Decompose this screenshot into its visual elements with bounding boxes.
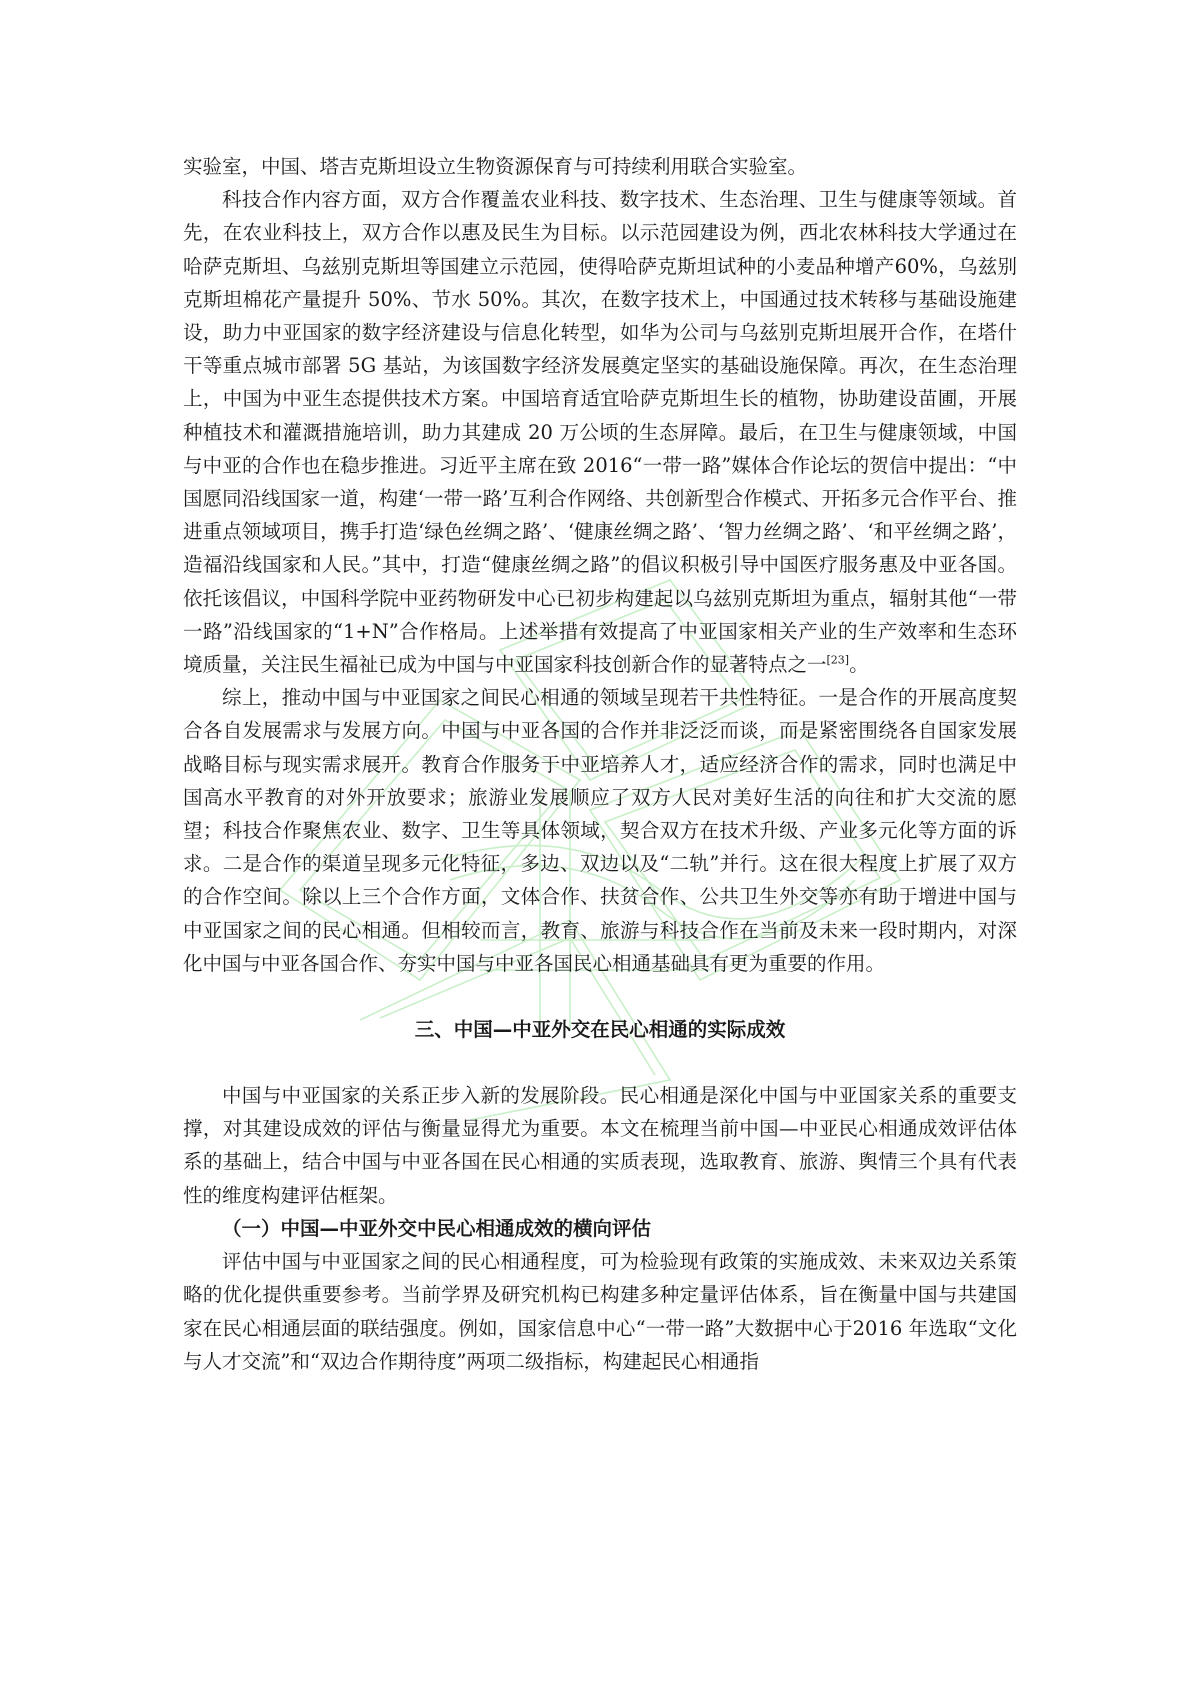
citation-ref: [23] [826, 653, 850, 667]
paragraph-lab-tail: 实验室，中国、塔吉克斯坦设立生物资源保育与可持续利用联合实验室。 [183, 155, 808, 178]
section-title: 三、中国—中亚外交在民心相通的实际成效 [414, 1018, 786, 1042]
paragraph-summary: 综上，推动中国与中亚国家之间民心相通的领域呈现若干共性特征。一是合作的开展高度契合各自发展需求与发展方向。中国与中亚各国的合作并非泛泛而谈，而是紧密围绕各自国家发展战略目标与现实需求展开。教育合作服务于中亚培养人才，适应经济合作的需求，同时也满足中国高水平教育的对外开放要求；旅游业发展顺应了双方人民对美好生活的向往和扩大交流的愿望；科技合作聚焦农业、数字、卫生等具体领域，契合双方在技术升级、产业多元化等方面的诉求。二是合作的渠道呈现多元化特征，多边、双边以及“二轨”并行。这在很大程度上扩展了双方的合作空间。除以上三个合作方面，文体合作、扶贫合作、公共卫生外交等亦有助于增进中国与中亚国家之间的民心相通。但相较而言，教育、旅游与科技合作在当前及未来一段时期内，对深化中国与中亚各国合作、夯实中国与中亚各国民心相通基础具有更为重要的作用。 [183, 686, 1017, 975]
paragraph-section-intro: 中国与中亚国家的关系正步入新的发展阶段。民心相通是深化中国与中亚国家关系的重要支撑，对其建设成效的评估与衡量显得尤为重要。本文在梳理当前中国—中亚民心相通成效评估体系的基础上，结合中国与中亚各国在民心相通的实质表现，选取教育、旅游、舆情三个具有代表性的维度构建评估框架。 [183, 1084, 1017, 1207]
document-page [183, 150, 1017, 1378]
subsection-title: （一）中国—中亚外交中民心相通成效的横向评估 [222, 1216, 652, 1240]
paragraph-scitech-text: 科技合作内容方面，双方合作覆盖农业科技、数字技术、生态治理、卫生与健康等领域。首先，在农业科技上，双方合作以惠及民生为目标。以示范园建设为例，西北农林科技大学通过在哈萨克斯坦、乌兹别克斯坦等国建立示范园，使得哈萨克斯坦试种的小麦品种增产60%，乌兹别克斯坦棉花产量提升 50%、节水 50%。其次，在数字技术上，中国通过技术转移与基础设施建设，助力中亚国家的数字经济建设与信息化转型，如华为公司与乌兹别克斯坦展开合作，在塔什干等重点城市部署 5G 基站，为该国数字经济发展奠定坚实的基础设施保障。再次，在生态治理上，中国为中亚生态提供技术方案。中国培育适宜哈萨克斯坦生长的植物，协助建设苗圃，开展种植技术和灌溉措施培训，助力其建成 20 万公顷的生态屏障。最后，在卫生与健康领域，中国与中亚的合作也在稳步推进。习近平主席在致 2016“一带一路”媒体合作论坛的贺信中提出：“中国愿同沿线国家一道，构建‘一带一路’互利合作网络、共创新型合作模式、开拓多元合作平台、推进重点领域项目，携手打造‘绿色丝绸之路’、‘健康丝绸之路’、‘智力丝绸之路’、‘和平丝绸之路’，造福沿线国家和人民。”其中，打造“健康丝绸之路”的倡议积极引导中国医疗服务惠及中亚各国。依托该倡议，中国科学院中亚药物研发中心已初步构建起以乌兹别克斯坦为重点，辐射其他“一带一路”沿线国家的“1+N”合作格局。上述举措有效提高了中亚国家相关产业的生产效率和生态环境质量，关注民生福祉已成为中国与中亚国家科技创新合作的显著特点之一 [183, 188, 1017, 677]
paragraph-evaluation: 评估中国与中亚国家之间的民心相通程度，可为检验现有政策的实施成效、未来双边关系策略的优化提供重要参考。当前学界及研究机构已构建多种定量评估体系，旨在衡量中国与共建国家在民心相通层面的联结强度。例如，国家信息中心“一带一路”大数据中心于2016 年选取“文化与人才交流”和“双边合作期待度”两项二级指标，构建起民心相通指 [183, 1250, 1017, 1373]
paragraph-scitech-end: 。 [849, 653, 869, 677]
paragraph-scitech-cooperation [183, 183, 1017, 681]
